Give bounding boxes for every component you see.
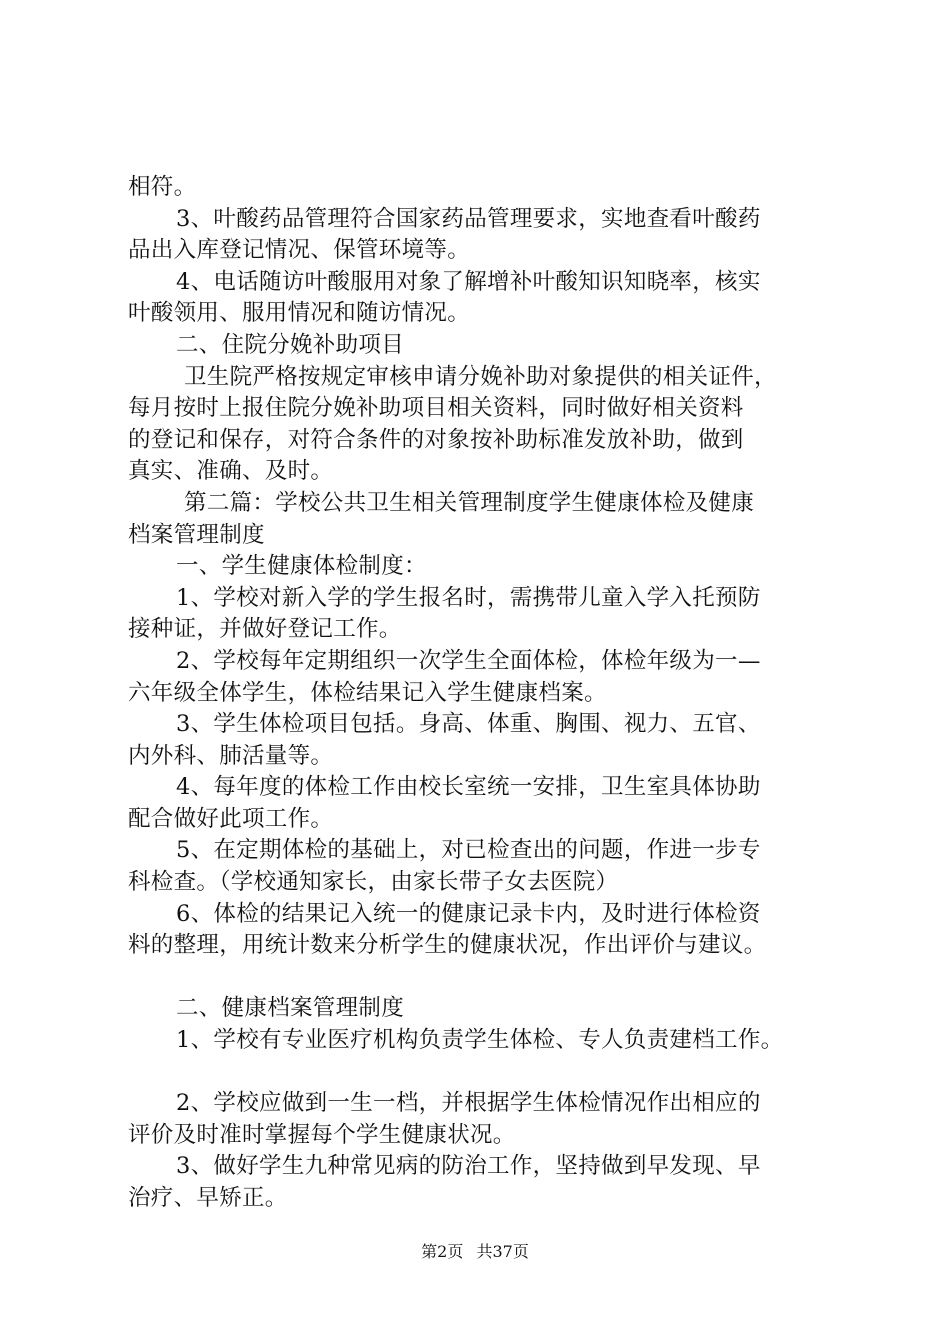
text-line: 相符。	[128, 174, 197, 200]
text-line: 每月按时上报住院分娩补助项目相关资料，同时做好相关资料	[128, 395, 744, 422]
text-line: 2、学校应做到一生一档，并根据学生体检情况作出相应的	[176, 1090, 761, 1117]
text-line: 3、叶酸药品管理符合国家药品管理要求，实地查看叶酸药	[176, 205, 761, 232]
text-line: 品出入库登记情况、保管环境等。	[128, 237, 471, 264]
text-line: 3、做好学生九种常见病的防治工作，坚持做到早发现、早	[176, 1153, 761, 1180]
chapter-heading: 第二篇：学校公共卫生相关管理制度学生健康体检及健康	[184, 489, 755, 516]
text-line: 1、学校对新入学的学生报名时，需携带儿童入学入托预防	[176, 584, 761, 611]
document-body	[128, 172, 848, 1215]
page-footer	[0, 1241, 950, 1263]
text-line: 六年级全体学生，体检结果记入学生健康档案。	[128, 679, 607, 706]
text-line: 4、每年度的体检工作由校长室统一安排，卫生室具体协助	[176, 774, 761, 801]
text-line: 卫生院严格按规定审核申请分娩补助对象提供的相关证件，	[184, 363, 777, 390]
text-line: 2、学校每年定期组织一次学生全面体检，体检年级为一—	[176, 647, 761, 674]
text-line: 3、学生体检项目包括。身高、体重、胸围、视力、五官、	[176, 711, 761, 738]
text-line: 配合做好此项工作。	[128, 805, 334, 832]
blank-line	[128, 962, 848, 994]
text-line: 科检查。（学校通知家长，由家长带子女去医院）	[128, 869, 619, 896]
text-line: 治疗、早矫正。	[128, 1185, 288, 1211]
text-line: 真实、准确、及时。	[128, 458, 334, 485]
blank-line	[128, 1057, 848, 1089]
section-heading: 一、学生健康体检制度：	[176, 553, 427, 580]
section-heading: 二、住院分娩补助项目	[176, 331, 405, 358]
text-line: 6、体检的结果记入统一的健康记录卡内，及时进行体检资	[176, 900, 761, 927]
chapter-heading-continued: 档案管理制度	[128, 521, 265, 548]
page-total: 共37页	[476, 1242, 529, 1261]
text-line: 内外科、肺活量等。	[128, 742, 334, 769]
text-line: 1、学校有专业医疗机构负责学生体检、专人负责建档工作。	[176, 1027, 784, 1054]
text-line: 料的整理，用统计数来分析学生的健康状况，作出评价与建议。	[128, 932, 767, 959]
text-line: 叶酸领用、服用情况和随访情况。	[128, 300, 471, 327]
section-heading: 二、健康档案管理制度	[176, 995, 405, 1022]
text-line: 接种证，并做好登记工作。	[128, 616, 402, 643]
text-line: 评价及时准时掌握每个学生健康状况。	[128, 1121, 516, 1148]
text-line: 4、电话随访叶酸服用对象了解增补叶酸知识知晓率，核实	[176, 268, 761, 295]
text-line: 5、在定期体检的基础上，对已检查出的问题，作进一步专	[176, 837, 761, 864]
page-number: 第2页	[421, 1242, 464, 1261]
text-line: 的登记和保存，对符合条件的对象按补助标准发放补助，做到	[128, 426, 744, 453]
